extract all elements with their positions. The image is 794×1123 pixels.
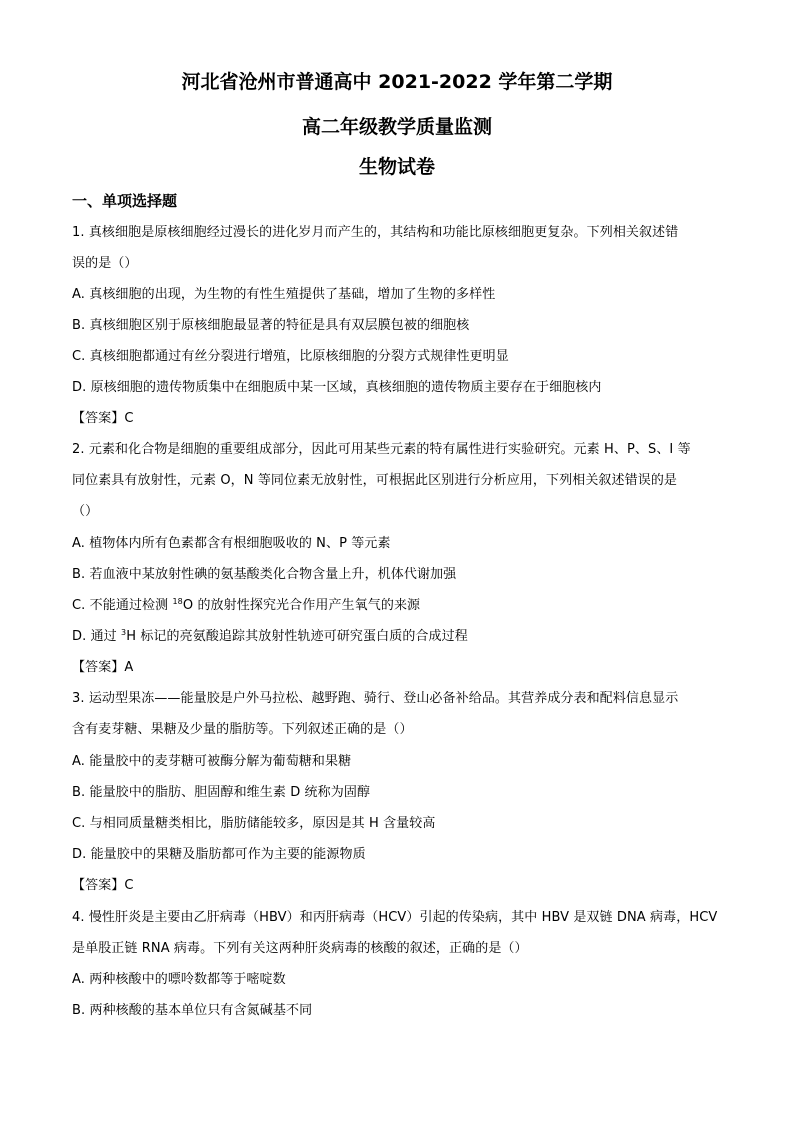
option-text: H 标记的亮氨酸追踪其放射性轨迹可研究蛋白质的合成过程 xyxy=(126,629,468,644)
option-a: A. 真核细胞的出现，为生物的有性生殖提供了基础，增加了生物的多样性 xyxy=(72,287,496,302)
option-d: D. 能量胶中的果糖及脂肪都可作为主要的能源物质 xyxy=(72,847,366,862)
answer-label: 【答案】 xyxy=(72,411,125,426)
question-stem-line: 误的是（） xyxy=(72,256,138,271)
isotope-mass-number: 3 xyxy=(121,628,127,637)
question-stem-line: 1. 真核细胞是原核细胞经过漫长的进化岁月而产生的，其结构和功能比原核细胞更复杂。下列相关叙述错 xyxy=(72,225,679,240)
question-stem-line: 2. 元素和化合物是细胞的重要组成部分，因此可用某些元素的特有属性进行实验研究。元素 H、P、S、I 等 xyxy=(72,442,691,457)
answer-value: C xyxy=(124,411,134,426)
option-text: C. 不能通过检测 xyxy=(72,598,173,613)
option-a: A. 两种核酸中的嘌呤数都等于嘧啶数 xyxy=(72,972,286,987)
option-b: B. 真核细胞区别于原核细胞最显著的特征是具有双层膜包被的细胞核 xyxy=(72,318,470,333)
option-text: O 的放射性探究光合作用产生氧气的来源 xyxy=(182,598,421,613)
question-stem-line: 是单股正链 RNA 病毒。下列有关这两种肝炎病毒的核酸的叙述，正确的是（） xyxy=(72,941,528,956)
answer-value: A xyxy=(124,660,134,675)
option-c xyxy=(72,597,420,615)
option-b: B. 若血液中某放射性碘的氨基酸类化合物含量上升，机体代谢加强 xyxy=(72,567,457,582)
option-d: D. 原核细胞的遗传物质集中在细胞质中某一区域，真核细胞的遗传物质主要存在于细胞核内 xyxy=(72,380,602,395)
question-stem-line: 3. 运动型果冻——能量胶是户外马拉松、越野跑、骑行、登山必备补给品。其营养成分表和配料信息显示 xyxy=(72,691,679,706)
section-heading: 一、单项选择题 xyxy=(72,192,178,210)
option-c: C. 真核细胞都通过有丝分裂进行增殖，比原核细胞的分裂方式规律性更明显 xyxy=(72,349,509,364)
option-a: A. 能量胶中的麦芽糖可被酶分解为葡萄糖和果糖 xyxy=(72,754,352,769)
option-a: A. 植物体内所有色素都含有根细胞吸收的 N、P 等元素 xyxy=(72,536,391,551)
question-stem-line: 同位素具有放射性，元素 O，N 等同位素无放射性，可根据此区别进行分析应用，下列相关叙述错误的是 xyxy=(72,473,678,488)
answer-line xyxy=(72,877,134,895)
answer-line xyxy=(72,410,134,428)
exam-title-line-3: 生物试卷 xyxy=(358,156,435,178)
question-stem-line: （） xyxy=(72,504,99,519)
exam-title-line-2: 高二年级教学质量监测 xyxy=(301,116,492,138)
answer-label: 【答案】 xyxy=(72,660,125,675)
isotope-mass-number: 18 xyxy=(172,597,183,606)
question-stem-line: 含有麦芽糖、果糖及少量的脂肪等。下列叙述正确的是（） xyxy=(72,722,413,737)
question-stem-line: 4. 慢性肝炎是主要由乙肝病毒（HBV）和丙肝病毒（HCV）引起的传染病，其中 HBV 是双链 DNA 病毒，HCV xyxy=(72,910,718,925)
answer-label: 【答案】 xyxy=(72,878,125,893)
option-b: B. 能量胶中的脂肪、胆固醇和维生素 D 统称为固醇 xyxy=(72,785,371,800)
answer-value: C xyxy=(124,878,134,893)
option-text: D. 通过 xyxy=(72,629,122,644)
exam-title-line-1: 河北省沧州市普通高中 2021-2022 学年第二学期 xyxy=(181,71,613,93)
option-b: B. 两种核酸的基本单位只有含氮碱基不同 xyxy=(72,1003,313,1018)
option-c: C. 与相同质量糖类相比，脂肪储能较多，原因是其 H 含量较高 xyxy=(72,816,436,831)
answer-line xyxy=(72,659,133,677)
option-d xyxy=(72,628,468,646)
